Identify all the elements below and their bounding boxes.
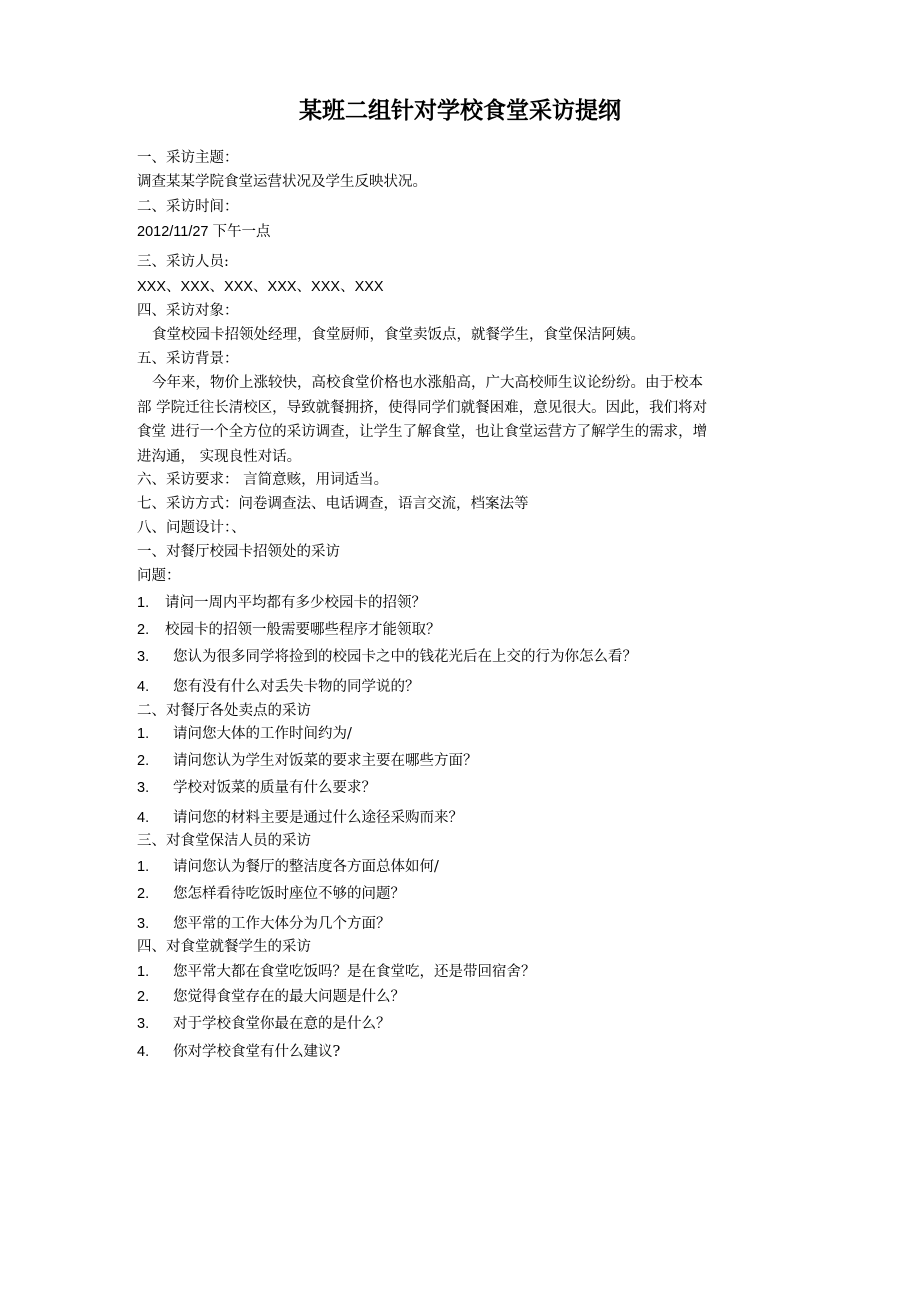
question-item [137,808,463,828]
question-number: 4. [137,810,150,826]
section-text-topic: 调查某某学院食堂运营状况及学生反映状况。 [137,174,427,190]
question-item [137,778,376,798]
question-number: 2. [137,989,150,1005]
paragraph-line: 部 学院迁往长清校区，导致就餐拥挤，使得同学们就餐困难，意见很大。因此，我们将对 [137,399,708,416]
question-text: 您怎样看待吃饭时座位不够的问题？ [173,886,405,902]
section-text-staff: XXX、XXX、XXX、XXX、XXX、XXX [137,279,384,295]
question-text: 请问您的材料主要是通过什么途径采购而来？ [173,810,463,826]
question-number: 4. [137,1044,150,1060]
section-heading-time: 二、采访时间： [137,199,239,215]
question-number: 1. [137,726,150,742]
question-number: 1. [137,859,150,875]
group-heading-cleaning-staff: 三、对食堂保洁人员的采访 [137,833,311,849]
question-item [137,1042,340,1062]
question-item [137,857,439,877]
question-text: 请问一周内平均都有多少校园卡的招领？ [165,595,426,611]
question-number: 1. [137,595,150,611]
question-text: 请问您认为学生对饭菜的要求主要在哪些方面？ [173,753,478,769]
paragraph-line: 食堂 进行一个全方位的采访调查，让学生了解食堂，也让食堂运营方了解学生的需求，增 [137,424,708,440]
question-item [137,914,391,934]
question-item [137,724,352,744]
question-number: 1. [137,964,150,980]
question-text: 你对学校食堂有什么建议? [173,1044,341,1060]
question-item [137,751,478,771]
section-text-targets: 食堂校园卡招领处经理，食堂厨师，食堂卖饭点，就餐学生，食堂保洁阿姨。 [152,327,645,343]
question-text: 校园卡的招领一般需要哪些程序才能领取？ [165,622,441,638]
group-heading-food-counters: 二、对餐厅各处卖点的采访 [137,703,311,719]
question-item [137,1014,391,1034]
section-methods: 七、采访方式：问卷调查法、电话调查，语言交流，档案法等 [137,496,529,512]
section-paragraph-background [137,371,793,469]
paragraph-line: 今年来，物价上涨较快，高校食堂价格也水涨船高，广大高校师生议论纷纷。由于校本 [152,375,703,391]
group-heading-students: 四、对食堂就餐学生的采访 [137,939,311,955]
question-number: 2. [137,622,150,638]
question-item [137,620,441,640]
section-heading-background: 五、采访背景： [137,351,239,367]
question-text: 您认为很多同学将捡到的校园卡之中的钱花光后在上交的行为你怎么看？ [173,649,637,665]
section-heading-staff: 三、采访人员: [137,254,229,270]
question-text: 对于学校食堂你最在意的是什么？ [173,1016,391,1032]
section-heading-questions: 八、问题设计：、 [137,520,246,536]
document-title: 某班二组针对学校食堂采访提纲 [299,98,621,124]
question-text: 您觉得食堂存在的最大问题是什么？ [173,989,405,1005]
question-text: 您平常的工作大体分为几个方面？ [173,916,391,932]
group-heading-card-office: 一、对餐厅校园卡招领处的采访 [137,544,340,560]
question-number: 4. [137,679,150,695]
question-text: 学校对饭菜的质量有什么要求？ [173,780,376,796]
paragraph-line: 进沟通， 实现良性对话。 [137,448,302,465]
question-text: 您有没有什么对丢失卡物的同学说的？ [173,679,420,695]
question-number: 2. [137,886,150,902]
question-item [137,647,637,667]
question-number: 3. [137,780,150,796]
section-requirements: 六、采访要求： 言简意赅，用词适当。 [137,472,389,488]
question-text: 请问您大体的工作时间约为/ [173,726,352,742]
question-number: 2. [137,753,150,769]
question-text: 您平常大都在食堂吃饭吗？是在食堂吃，还是带回宿舍？ [173,964,536,980]
question-text: 请问您认为餐厅的整洁度各方面总体如何/ [173,859,439,875]
question-number: 3. [137,916,150,932]
group-subheading: 问题： [137,568,181,584]
question-item [137,593,426,613]
section-heading-targets: 四、采访对象： [137,303,239,319]
question-item [137,962,536,982]
question-number: 3. [137,1016,150,1032]
section-heading-topic: 一、采访主题： [137,150,239,166]
question-item [137,884,405,904]
section-text-time: 2012/11/27 下午一点 [137,224,271,240]
question-item [137,677,420,697]
question-number: 3. [137,649,150,665]
question-item [137,987,405,1007]
